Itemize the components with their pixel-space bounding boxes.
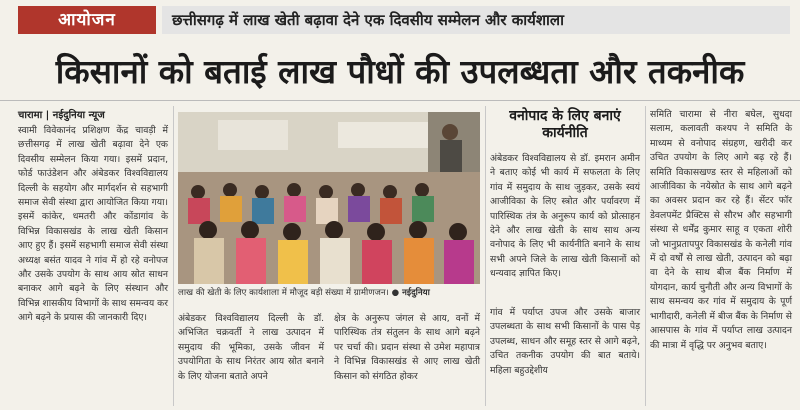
photo-credit-text: नईदुनिया: [402, 288, 430, 298]
subheading: वनोपाद के लिए बनाएं कार्यनीति: [509, 108, 621, 141]
column-rule: [173, 106, 174, 406]
section-label: आयोजन: [18, 6, 156, 34]
article-column-2: अंबेडकर विश्वविद्यालय दिल्ली के डॉ. अभिजित चक्रवर्ती ने लाख उत्पादन में समुदाय की भूमिका, उसके जीवन में उपयोगिता के साथ निरंतर आय स्रोत बनाने के लिए योजना बताते अपने: [178, 313, 324, 382]
event-photo: [178, 112, 480, 284]
photo-caption: [178, 286, 480, 298]
article-column-1: स्वामी विवेकानंद प्रशिक्षण केंद्र चावड़ी में छत्तीसगढ़ में लाख खेती बढ़ावा देने एक दिवसीय सम्मेलन किया गया। इसमें प्रदान, फोर्ड फाउंडेशन और अंबेडकर विश्वविद्यालय दिल्ली के सहयोग और मार्गदर्शन से सहभागी समाज सेवी संस्था द्वारा आयोजित किया गया। इसमें कांकेर, धमतरी और कोंडागांव के विभिन्न विकासखंड के लाख खेती किसान आए हुए हैं। इसमें सहभागी समाज सेवी संस्था अध्यक्ष बसंत यादव ने गांव में हो रहे वनोपज और उसके उपयोग के साथ आय स्रोत साधन बनाकर आगे बढ़ने के लिए संस्थान और विभिन्न शासकीय विभागों के साथ समन्वय कर आगे बढ़ने के प्रयास की जानकारी दिए।: [18, 125, 168, 324]
column-rule: [485, 106, 486, 406]
article-column-4: अंबेडकर विश्वविद्यालय से डॉ. इमरान अमीन ने बताए कोई भी कार्य में सफलता के लिए गांव में समुदाय के साथ जुड़कर, उसके स्वयं आजीविका के लिए स्त्रोत और पर्यावरण में पारिस्थिक तंत्र के अनुरूप कार्य को प्रोत्साहन देने और लाख खेती के साथ साथ अन्य वनोपाद के लिए भी कार्यनीति बनाने के साथ सभी अपने जिले के लाख खेती किसानों को धन्यवाद ज्ञापित किए।: [490, 153, 640, 280]
article-column-3: क्षेत्र के अनुरूप जंगल से आय, वनों में पारिस्थिक तंत्र संतुलन के साथ आगे बढ़ने पर चर्चा की। प्रदान संस्था से उमेश महापात्र ने विभिन्न विकासखंड से आए लाख खेती किसान को संगठित होकर: [334, 313, 480, 382]
crowd-photo-illustration: [178, 112, 480, 284]
article-column-5: समिति चारामा से नीरा बघेल, सुधदा सलाम, कलावती कश्यप ने समिति के माध्यम से वनोपाद संग्रहण, खरीदी कर उचित उपयोग के लिए आगे बढ़ रहे हैं। समिति विकासखण्ड स्तर से महिलाओं को आजीविका के नयेस्रोत के साथ आगे बढ़ने का अवसर प्रदान कर रहे हैं। सेंटर फॉर डेवलपमेंट प्रैक्टिस से सौरभ और सहभागी संस्था से धर्मेंद्र कुमार साहू व एकता शोरी जो भानुप्रतापपुर विकासखंड के कनेली गांव में दो वर्षों से लाख खेती, उत्पादन को बढ़ा वा देने के साथ बीज बैंक निर्माण में योगदान, कार्य चुनौती और अन्य विभागों के साथ समन्वय कर गांव में समुदाय के पूर्ण भागीदारी, कनेली में बीज बैंक के निर्माण से आसपास के गांव में पर्याप्त लाख उत्पादन की मात्रा में वृद्धि पर अनुभव बताए।: [650, 109, 792, 351]
column-rule: [645, 106, 646, 406]
byline: चारामा | नईदुनिया न्यूज: [18, 110, 105, 121]
caption-text: लाख की खेती के लिए कार्यशाला में मौजूद बड़ी संख्या में ग्रामीणजन।: [178, 288, 389, 298]
photo-credit: ● नईदुनिया: [391, 288, 430, 298]
kicker-line: छत्तीसगढ़ में लाख खेती बढ़ावा देने एक दिवसीय सम्मेलन और कार्यशाला: [162, 6, 790, 34]
headline: किसानों को बताई लाख पौधों की उपलब्धता और तकनीक: [55, 52, 745, 91]
banner: [0, 0, 800, 38]
divider: [0, 100, 800, 101]
article-column-4-continued: गांव में पर्याप्त उपज और उसके बाजार उपलब्धता के साथ सभी किसानों के पास पेड़ उपलब्ध, साधन और समूह स्तर से आगे बढ़ने, उचित तकनीक उपयोग की बात बताये। महिला बहुउद्देशीय: [490, 307, 640, 376]
